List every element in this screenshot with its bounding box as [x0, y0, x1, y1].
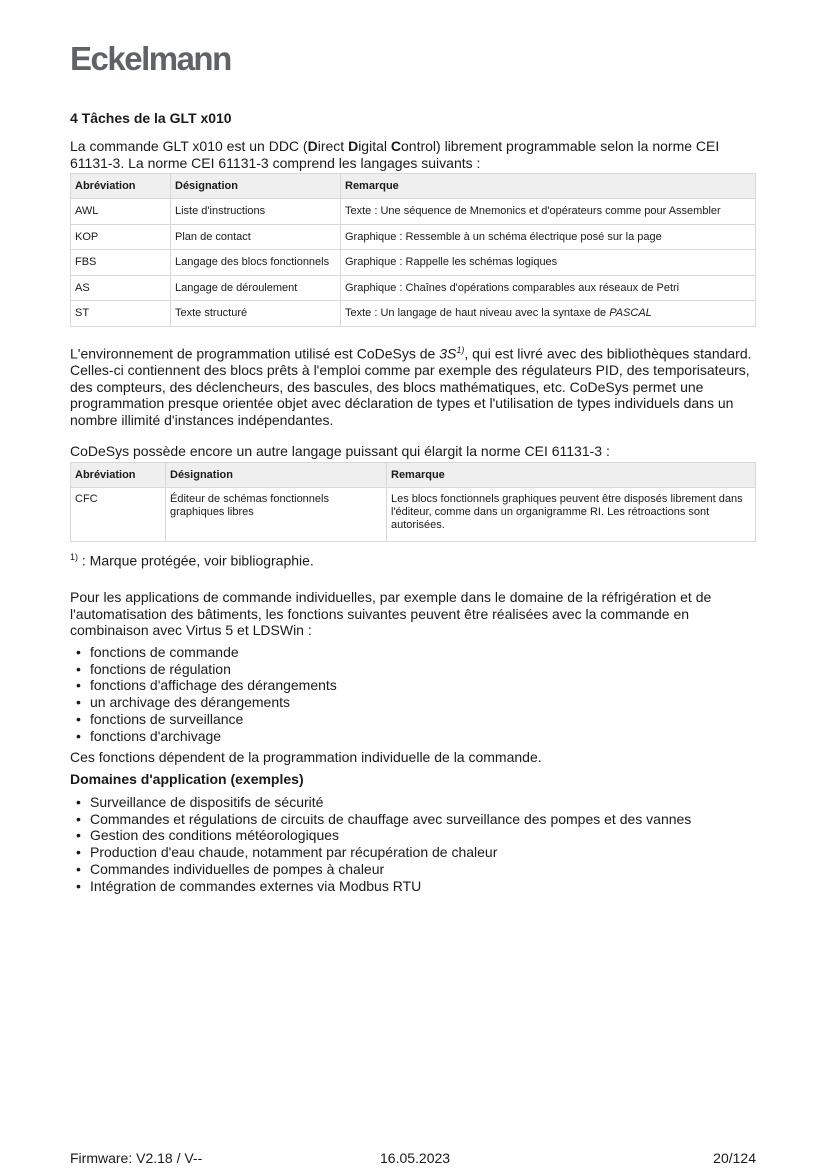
- column-header: Remarque: [387, 463, 756, 488]
- cell: Langage de déroulement: [171, 275, 341, 301]
- section-heading: 4 Tâches de la GLT x010: [70, 110, 232, 126]
- list-item: • Gestion des conditions météorologiques: [70, 827, 691, 844]
- functions-note: Ces fonctions dépendent de la programmation individuelle de la commande.: [70, 749, 542, 765]
- text: Texte : Un langage de haut niveau avec la syntaxe de: [345, 307, 610, 320]
- table-row: [71, 301, 756, 327]
- cell: FBS: [71, 250, 171, 276]
- table-row: [71, 250, 756, 276]
- domains-list: [70, 794, 691, 894]
- list-item: • fonctions de régulation: [70, 661, 337, 678]
- list-item: • Commandes individuelles de pompes à chaleur: [70, 861, 691, 878]
- list-item: • fonctions de commande: [70, 644, 337, 661]
- table-row: [71, 275, 756, 301]
- text: , qui est livré avec des bibliothèques standard. Celles-ci contiennent des blocs prêts à l'emploi comme par exemple des régulateurs PID, des temporisateurs, des compteurs, des déclencheurs, des bascules, des blocs mathématiques, etc. CoDeSys permet une programmation presque orientée objet avec déclaration de types et l'utilisation de types individuels dans un nombre illimité d'instances indépendantes.: [70, 345, 752, 428]
- intro-paragraph: [70, 138, 760, 171]
- cell: Langage des blocs fonctionnels: [171, 250, 341, 276]
- text: PASCAL: [609, 307, 652, 320]
- cell: Graphique : Chaînes d'opérations comparables aux réseaux de Petri: [341, 275, 756, 301]
- text: igital: [358, 138, 391, 154]
- cell: AS: [71, 275, 171, 301]
- functions-list: [70, 644, 337, 744]
- footnote-ref: 1): [456, 345, 465, 355]
- text: 3S: [439, 345, 457, 362]
- cell: AWL: [71, 199, 171, 225]
- cell: Les blocs fonctionnels graphiques peuvent être disposés librement dans l'éditeur, comme dans un organigramme RI. Les rétroactions sont autorisées.: [387, 488, 756, 542]
- list-item: • un archivage des dérangements: [70, 694, 337, 711]
- table-row: [71, 199, 756, 225]
- list-item: • fonctions de surveillance: [70, 711, 337, 728]
- footnote: [70, 549, 314, 569]
- cell: Graphique : Rappelle les schémas logiques: [341, 250, 756, 276]
- list-item: • Production d'eau chaude, notamment par récupération de chaleur: [70, 844, 691, 861]
- footer-date: 16.05.2023: [380, 1150, 451, 1166]
- cell: Plan de contact: [171, 224, 341, 250]
- text: ontrol) librement programmable selon la norme CEI 61131-3. La norme CEI 61131-3 comprend les langages suivants :: [70, 138, 720, 171]
- table-row: [71, 224, 756, 250]
- column-header: Désignation: [166, 463, 387, 488]
- table-row: [71, 488, 756, 542]
- cfc-intro: CoDeSys possède encore un autre langage puissant qui élargit la norme CEI 61131-3 :: [70, 443, 610, 459]
- cell: Graphique : Ressemble à un schéma électrique posé sur la page: [341, 224, 756, 250]
- list-item: • fonctions d'archivage: [70, 728, 337, 745]
- text: L'environnement de programmation utilisé est CoDeSys de: [70, 345, 440, 362]
- column-header: Remarque: [341, 174, 756, 199]
- brand-logo: Eckelmann: [70, 40, 231, 77]
- footnote-mark: 1): [70, 552, 79, 562]
- text: La commande GLT x010 est un DDC (: [70, 138, 308, 154]
- table-header-row: [71, 463, 756, 488]
- codesys-paragraph: [70, 342, 760, 428]
- footer-page-number: 20/124: [713, 1150, 756, 1166]
- list-item: • Surveillance de dispositifs de sécurité: [70, 794, 691, 811]
- text: : Marque protégée, voir bibliographie.: [78, 552, 314, 569]
- table-header-row: [71, 174, 756, 199]
- languages-table: [70, 173, 756, 327]
- column-header: Abréviation: [71, 174, 171, 199]
- text: D: [348, 138, 359, 154]
- cfc-table: [70, 462, 756, 542]
- applications-paragraph: Pour les applications de commande individuelles, par exemple dans le domaine de la réfrigération et de l'automatisation des bâtiments, les fonctions suivantes peuvent être réalisées avec la commande en combinaison avec Virtus 5 et LDSWin :: [70, 589, 712, 638]
- cell: ST: [71, 301, 171, 327]
- column-header: Désignation: [171, 174, 341, 199]
- cell: Texte structuré: [171, 301, 341, 327]
- cell: KOP: [71, 224, 171, 250]
- cell: Liste d'instructions: [171, 199, 341, 225]
- cell: [341, 301, 756, 327]
- cell: CFC: [71, 488, 166, 542]
- text: C: [390, 138, 401, 154]
- cell: Texte : Une séquence de Mnemonics et d'opérateurs comme pour Assembler: [341, 199, 756, 225]
- text: irect: [317, 138, 349, 154]
- column-header: Abréviation: [71, 463, 166, 488]
- cell: Éditeur de schémas fonctionnels graphiques libres: [166, 488, 387, 542]
- list-item: • fonctions d'affichage des dérangements: [70, 677, 337, 694]
- footer-firmware: Firmware: V2.18 / V--: [70, 1150, 203, 1166]
- text: D: [307, 138, 318, 154]
- domains-heading: Domaines d'application (exemples): [70, 771, 304, 787]
- list-item: • Commandes et régulations de circuits de chauffage avec surveillance des pompes et des vannes: [70, 811, 691, 828]
- list-item: • Intégration de commandes externes via Modbus RTU: [70, 878, 691, 895]
